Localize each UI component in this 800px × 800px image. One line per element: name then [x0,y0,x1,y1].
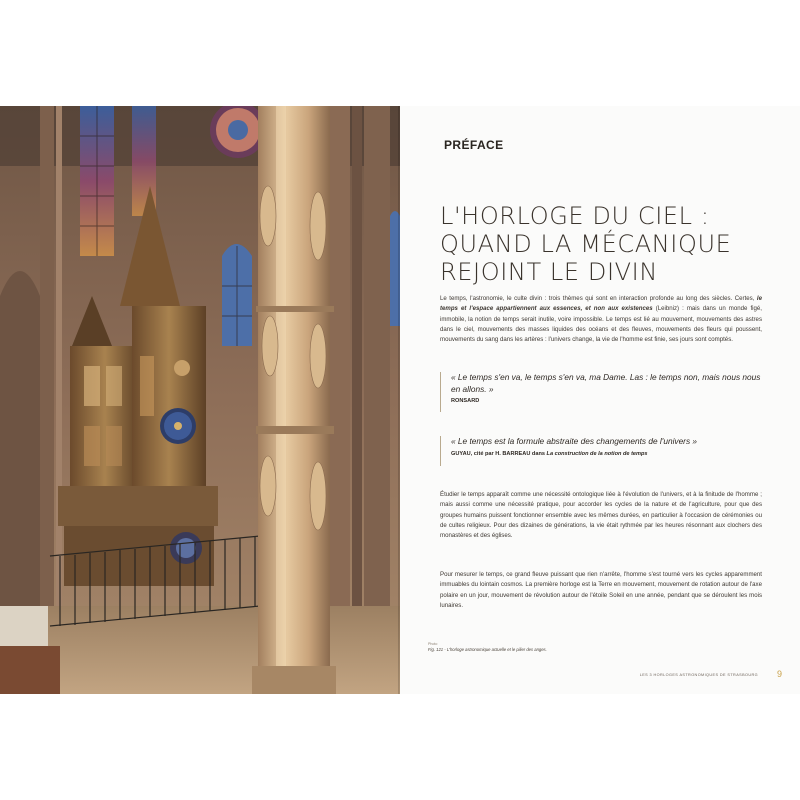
quote-source-title: La construction de la notion de temps [546,450,648,457]
preface-page [400,106,800,694]
pillar-of-angels [252,106,336,694]
quote-text: « Le temps s'en va, le temps s'en va, ma Dame. Las : le temps non, mais nous nous en allons. » [451,372,761,394]
quote-guyau [440,436,762,466]
title-line-1: L'HORLOGE DU CIEL : [440,202,710,230]
paragraph-1-text-a: Le temps, l'astronomie, le culte divin : trois thèmes qui sont en interaction profonde au long des siècles. Certes, [440,295,757,302]
title-line-3: REJOINT LE DIVIN [440,258,658,286]
quote-author: RONSARD [451,398,480,404]
paragraph-1-text-b: (Leibniz) : mais dans un monde figé, immobile, la notion de temps serait inutile, voire impossible. Le temps est lié au mouvement, mouvements des astres dans le ciel, mouvements des masses liquides des océans et des fleuves, mouvements des fleurs qui poussent, mouvements du sang dans les artères : l'univers change, la vie de l'homme est finie, ses jours sont comptés. [440,305,762,344]
chapter-title [440,202,780,286]
caption-label: Photo [428,642,438,646]
quote-text: « Le temps est la formule abstraite des changements de l'univers » [451,436,698,446]
quote-author [451,451,762,457]
title-line-2: QUAND LA MÉCANIQUE [440,230,732,258]
book-spread [0,106,800,694]
running-footer: LES 3 HORLOGES ASTRONOMIQUES DE STRASBOURG [639,673,758,677]
body-paragraph-2: Étudier le temps apparaît comme une nécessité ontologique liée à l'évolution de l'univers, et à la finitude de l'homme ; mais aussi comme une nécessité pratique, pour accorder les cycles de la nature et de l'agriculture, pour que des groupes humains puissent fonctionner ensemble avec les mêmes durées, en particulier à l'occasion de cérémonies ou de cultes religieux. Pour des dizaines de générations, la vie était rythmée par les heures résonnant aux clochers des monastères et des églises. [440,491,762,540]
body-paragraph-1 [440,294,762,345]
page-number: 9 [776,669,782,679]
cathedral-clock-photo [0,106,400,694]
figure-caption: Fig. 121 - L'horloge astronomique actuelle et le pilier des anges. [428,647,547,652]
quote-author-name: GUYAU, cité par H. BARREAU dans [451,450,547,457]
section-label: PRÉFACE [444,138,504,152]
quote-ronsard [440,372,762,412]
paragraph-1-emphasis: le temps et l'espace appartiennent aux essences, et non aux existences [440,295,762,313]
body-paragraph-3: Pour mesurer le temps, ce grand fleuve puissant que rien n'arrête, l'homme s'est tourné vers les cycles apparemment immuables du lointain cosmos. La première horloge est la Terre en mouvement, mouvement de rotation autour de l'axe polaire en un jour, mouvement de révolution autour de l'étoile Soleil en une année, pendant que se déroulent les mois lunaires. [440,571,762,609]
